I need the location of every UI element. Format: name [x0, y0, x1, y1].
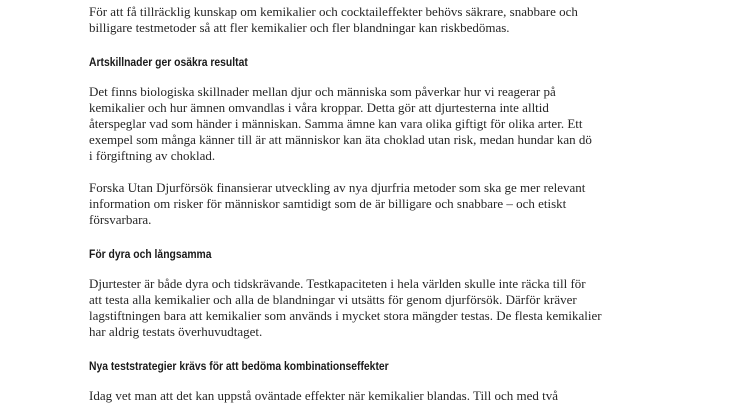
text-line: Det finns biologiska skillnader mellan djur och människa som påverkar hur vi reagerar på	[89, 84, 556, 99]
text-line: exempel som många känner till är att människor kan äta choklad utan risk, medan hundar kan dö	[89, 132, 592, 147]
text-line: kemikalier och hur ämnen omvandlas i våra kroppar. Detta gör att djurtesterna inte alltid	[89, 100, 549, 115]
section-paragraph	[89, 388, 649, 404]
text-line: För att få tillräcklig kunskap om kemikalier och cocktaileffekter behövs säkrare, snabbare och	[89, 4, 578, 19]
text-line: information om risker för människor samtidigt som de är billigare och snabbare – och etiskt	[89, 196, 567, 211]
text-line: försvarbara.	[89, 212, 152, 227]
text-line: har aldrig testats överhuvudtaget.	[89, 324, 263, 339]
section-heading: Artskillnader ger osäkra resultat	[89, 57, 248, 69]
section-heading: För dyra och långsamma	[89, 249, 212, 261]
section-paragraph	[89, 276, 649, 340]
text-line: Forska Utan Djurförsök finansierar utveckling av nya djurfria metoder som ska ge mer relevant	[89, 180, 586, 195]
document-content	[89, 4, 649, 404]
section-heading: Nya teststrategier krävs för att bedöma kombinationseffekter	[89, 361, 389, 373]
text-line: Idag vet man att det kan uppstå oväntade effekter när kemikalier blandas. Till och med två	[89, 388, 559, 403]
text-line: i förgiftning av choklad.	[89, 148, 216, 163]
section-paragraph	[89, 180, 649, 228]
text-line: Djurtester är både dyra och tidskrävande. Testkapaciteten i hela världen skulle inte räcka till för	[89, 276, 586, 291]
text-line: återspeglar vad som händer i människan. Samma ämne kan vara olika giftigt för olika arter. Ett	[89, 116, 583, 131]
section-paragraph	[89, 84, 649, 164]
intro-paragraph	[89, 4, 649, 36]
text-line: billigare testmetoder så att fler kemikalier och fler blandningar kan riskbedömas.	[89, 20, 510, 35]
text-line: lagstiftningen bara att kemikalier som används i mycket stora mängder testas. De flesta kemikalier	[89, 308, 602, 323]
text-line: att testa alla kemikalier och alla de blandningar vi utsätts för genom djurförsök. Därför kräver	[89, 292, 577, 307]
